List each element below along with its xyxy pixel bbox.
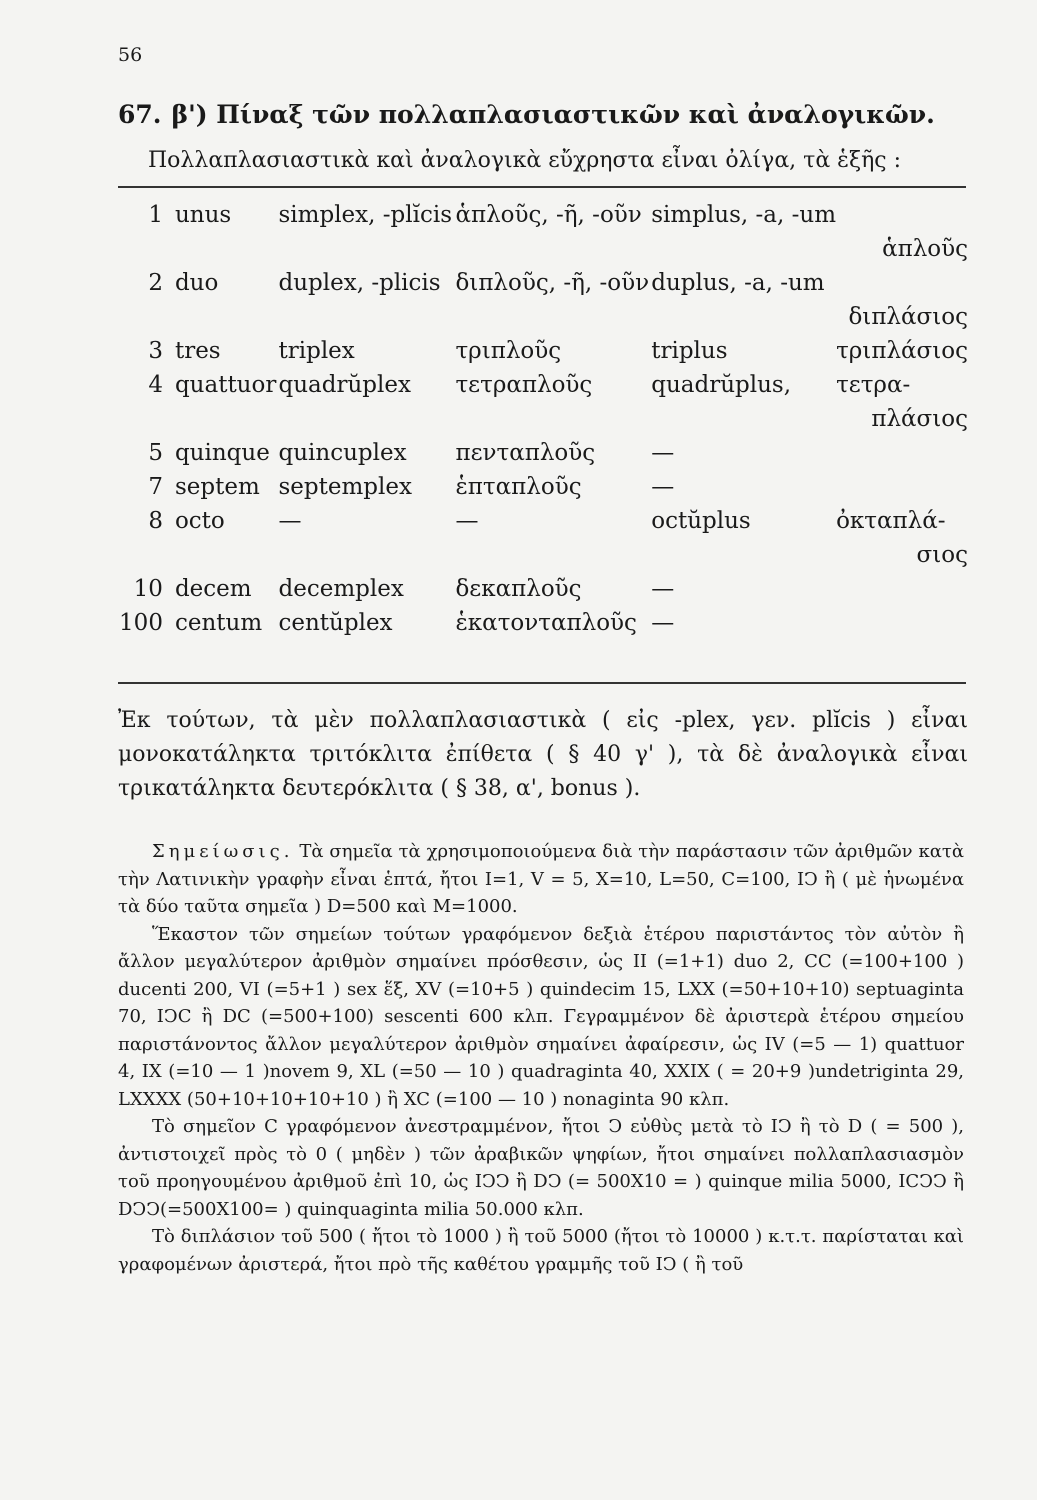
intro-line: Πολλαπλασιαστικὰ καὶ ἀναλογικὰ εὔχρηστα εἶναι ὀλίγα, τὰ ἑξῆς : <box>148 148 902 173</box>
note-section <box>118 838 964 1278</box>
cell-plex: — <box>278 508 302 534</box>
cell-gr1: — <box>455 508 479 534</box>
cell-gr2: τετρα- <box>836 372 911 398</box>
cell-gr2: τριπλάσιος <box>836 338 968 364</box>
cell-plus: octŭplus <box>651 508 751 534</box>
cell-continuation: πλάσιος <box>871 406 968 432</box>
cell-plex: centŭplex <box>278 610 393 636</box>
cell-gr2 <box>836 576 968 610</box>
table-row <box>118 338 968 372</box>
summary-paragraph: Ἐκ τούτων, τὰ μὲν πολλαπλασιαστικὰ ( εἰς -plex, γεν. plĭcis ) εἶναι μονοκατάληκτα τριτόκλιτα ἐπίθετα ( § 40 γ' ), τὰ δὲ ἀναλογικὰ εἶναι τρικατάληκτα δευτερόκλιτα ( § 38, α', bonus ). <box>118 708 968 801</box>
cell-gr2 <box>836 610 968 644</box>
cell-gr2 <box>836 202 968 236</box>
cell-latin: unus <box>174 202 232 228</box>
cell-gr1: δεκαπλοῦς <box>455 576 582 602</box>
cell-n: 3 <box>148 338 163 364</box>
cell-plex: septemplex <box>278 474 412 500</box>
multiplicatives-table <box>118 202 968 644</box>
bottom-rule <box>118 682 966 684</box>
cell-n: 4 <box>148 372 163 398</box>
cell-plus: — <box>651 474 675 500</box>
cell-plex: simplex, -plĭcis <box>278 202 452 228</box>
cell-n: 10 <box>133 576 163 602</box>
cell-continuation: διπλάσιος <box>848 304 968 330</box>
cell-latin: quattuor <box>174 372 277 398</box>
cell-latin: centum <box>174 610 263 636</box>
cell-gr1: ἑπταπλοῦς <box>455 474 582 500</box>
cell-plus: — <box>651 610 675 636</box>
cell-plex: quadrŭplex <box>278 372 411 398</box>
table-row <box>118 270 968 304</box>
cell-plus: — <box>651 576 675 602</box>
section-number: 67. <box>118 100 162 129</box>
cell-n: 5 <box>148 440 163 466</box>
cell-n: 2 <box>148 270 163 296</box>
section-title: β') Πίναξ τῶν πολλαπλασιαστικῶν καὶ ἀναλογικῶν. <box>171 100 935 129</box>
table-row-continuation <box>118 406 968 440</box>
cell-gr1: διπλοῦς, -ῆ, -οῦν <box>455 270 650 296</box>
cell-n: 1 <box>148 202 163 228</box>
cell-latin: tres <box>174 338 221 364</box>
cell-latin: duo <box>174 270 219 296</box>
cell-plus: — <box>651 440 675 466</box>
note-label: Σημείωσις. <box>152 841 294 862</box>
note-paragraph-1 <box>118 838 964 921</box>
table-row <box>118 508 968 542</box>
note-paragraph-4: Τὸ διπλάσιον τοῦ 500 ( ἤτοι τὸ 1000 ) ἢ τοῦ 5000 (ἤτοι τὸ 10000 ) κ.τ.τ. παρίσταται καὶ γραφομένων ἀριστερά, ἤτοι πρὸ τῆς καθέτου γραμμῆς τοῦ IↃ ( ἢ τοῦ <box>118 1226 964 1275</box>
table-row-continuation <box>118 542 968 576</box>
cell-gr2 <box>836 440 968 474</box>
table-row <box>118 474 968 508</box>
cell-n: 7 <box>148 474 163 500</box>
page-number: 56 <box>118 44 143 66</box>
cell-gr2 <box>836 270 968 304</box>
cell-plex: triplex <box>278 338 355 364</box>
cell-plus: simplus, -a, -um <box>651 202 837 228</box>
cell-continuation: ἁπλοῦς <box>882 236 968 262</box>
note-paragraph-3: Τὸ σημεῖον C γραφόμενον ἀνεστραμμένον, ἤτοι Ↄ εὐθὺς μετὰ τὸ IↃ ἢ τὸ D ( = 500 ), ἀντιστοιχεῖ πρὸς τὸ 0 ( μηδὲν ) τῶν ἀραβικῶν ψηφίων, ἤτοι σημαίνει πολλαπλασιασμὸν τοῦ προηγουμένου ἀριθμοῦ ἐπὶ 10, ὡς IↃↃ ἢ DↃ (= 500X10 = ) quinque milia 5000, ICↃↃ ἢ DↃↃ(=500X100= ) quinquaginta milia 50.000 κλπ. <box>118 1116 964 1220</box>
cell-gr1: πενταπλοῦς <box>455 440 596 466</box>
cell-continuation: σιος <box>916 542 968 568</box>
table-row <box>118 610 968 644</box>
cell-latin: quinque <box>174 440 270 466</box>
cell-gr1: ἁπλοῦς, -ῆ, -οῦν <box>455 202 642 228</box>
cell-gr1: ἑκατονταπλοῦς <box>455 610 637 636</box>
table-row-continuation <box>118 236 968 270</box>
cell-gr2 <box>836 474 968 508</box>
table-row <box>118 576 968 610</box>
cell-latin: octo <box>174 508 225 534</box>
cell-plex: quincuplex <box>278 440 407 466</box>
table-row <box>118 202 968 236</box>
note-paragraph-2: Ἕκαστον τῶν σημείων τούτων γραφόμενον δεξιὰ ἑτέρου παριστάντος τὸν αὐτὸν ἢ ἄλλον μεγαλύτερον ἀριθμὸν σημαίνει πρόσθεσιν, ὡς II (=1+1) duo 2, CC (=100+100 ) ducenti 200, VI (=5+1 ) sex ἕξ, XV (=10+5 ) quindecim 15, LXX (=50+10+10) septuaginta 70, IↃC ἢ DC (=500+100) sescenti 600 κλπ. Γεγραμμένον δὲ ἀριστερὰ ἑτέρου σημείου παριστάνοντος ἄλλον μεγαλύτερον ἀριθμὸν σημαίνει ἀφαίρεσιν, ὡς IV (=5 — 1) quattuor 4, IX (=10 — 1 )novem 9, XL (=50 — 10 ) quadraginta 40, XXIX ( = 20+9 )undetriginta 29, LXXXX (50+10+10+10+10 ) ἢ XC (=100 — 10 ) nonaginta 90 κλπ. <box>118 923 964 1110</box>
cell-plex: decemplex <box>278 576 404 602</box>
cell-n: 8 <box>148 508 163 534</box>
cell-plus: duplus, -a, -um <box>651 270 825 296</box>
table-row <box>118 440 968 474</box>
cell-plus: triplus <box>651 338 728 364</box>
cell-gr2: ὀκταπλά- <box>836 508 946 534</box>
cell-latin: septem <box>174 474 260 500</box>
cell-latin: decem <box>174 576 252 602</box>
table-row <box>118 372 968 406</box>
cell-gr1: τριπλοῦς <box>455 338 562 364</box>
top-rule <box>118 186 966 188</box>
cell-gr1: τετραπλοῦς <box>455 372 593 398</box>
note-text-1: Τὰ σημεῖα τὰ χρησιμοποιούμενα διὰ τὴν παράστασιν τῶν ἀριθμῶν κατὰ τὴν Λατινικὴν γραφὴν εἶναι ἑπτά, ἤτοι I=1, V = 5, X=10, L=50, C=100, IↃ ἢ ( μὲ ἡνωμένα τὰ δύο ταῦτα σημεῖα ) D=500 καὶ M=1000. <box>118 841 964 917</box>
section-heading <box>118 100 935 129</box>
cell-n: 100 <box>119 610 163 636</box>
cell-plex: duplex, -plicis <box>278 270 441 296</box>
table-row-continuation <box>118 304 968 338</box>
cell-plus: quadrŭplus, <box>651 372 792 398</box>
